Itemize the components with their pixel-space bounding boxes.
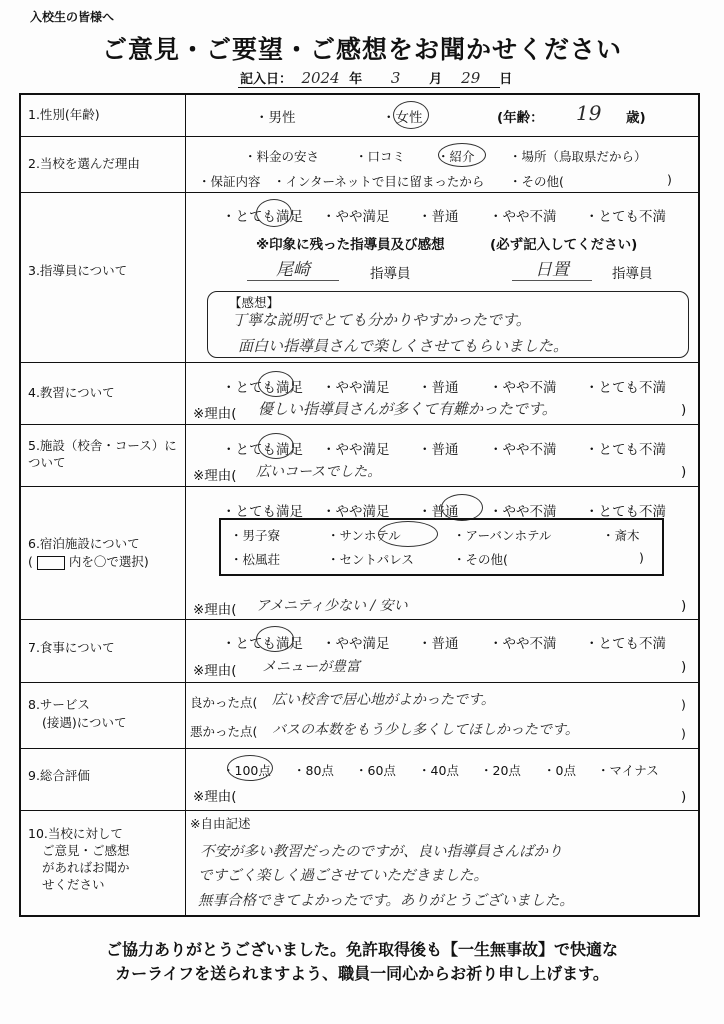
instructor-name-1[interactable]: 尾崎 [247, 255, 339, 281]
date-row [240, 68, 512, 87]
q5-label: 5.施設（校舎・コース）について [28, 438, 177, 470]
score-80[interactable]: ・80点 [293, 763, 334, 778]
row-divider [19, 424, 700, 425]
day-unit: 日 [499, 72, 513, 87]
facility-very-satisfied[interactable]: ・とても満足 [222, 442, 303, 458]
reason-review[interactable]: ・口コミ [355, 149, 406, 164]
lodging-neutral[interactable]: ・普通 [418, 504, 459, 520]
instructor-dissatisfied[interactable]: ・やや不満 [489, 209, 557, 225]
lodging-very-dissatisfied[interactable]: ・とても不満 [585, 504, 666, 520]
selection-circle [441, 494, 483, 521]
box-symbol [37, 556, 65, 570]
score-20[interactable]: ・20点 [480, 763, 521, 778]
close-paren: ) [681, 789, 687, 805]
q1-label: 1.性別(年齢) [28, 107, 100, 122]
instructor-very-dissatisfied[interactable]: ・とても不満 [585, 209, 666, 225]
impression-line-2[interactable]: 面白い指導員さんで楽しくさせてもらいました。 [238, 337, 569, 355]
survey-title: ご意見・ご要望・ご感想をお聞かせください [101, 35, 622, 64]
addressee: 入校生の皆様へ [30, 10, 115, 24]
meal-dissatisfied[interactable]: ・やや不満 [489, 636, 557, 652]
instructor-neutral[interactable]: ・普通 [418, 209, 459, 225]
close-paren: ) [681, 598, 687, 614]
facility-choice-box [219, 518, 664, 576]
q8-label: 8.サービス [28, 697, 90, 712]
good-point-label: 良かった点( [190, 695, 258, 710]
selection-circle [393, 101, 429, 129]
q6-label: 6.宿泊施設について [28, 536, 140, 551]
lodging-satisfied[interactable]: ・やや満足 [322, 504, 390, 520]
selection-circle [258, 371, 294, 397]
q10-label: 10.当校に対して [28, 826, 123, 841]
year-unit: 年 [349, 72, 363, 87]
impression-label: 【感想】 [229, 295, 280, 310]
close-paren: ) [681, 697, 686, 712]
q6-instruction [28, 553, 178, 570]
lesson-very-dissatisfied[interactable]: ・とても不満 [585, 380, 666, 396]
instructor-very-satisfied[interactable]: ・とても満足 [222, 209, 303, 225]
score-40[interactable]: ・40点 [418, 763, 459, 778]
meal-neutral[interactable]: ・普通 [418, 636, 459, 652]
facility-saiki[interactable]: ・斎木 [602, 528, 640, 543]
reason-location[interactable]: ・場所（鳥取県だから） [509, 149, 647, 164]
lodging-dissatisfied[interactable]: ・やや不満 [489, 504, 557, 520]
row-divider [19, 748, 700, 749]
close-paren: ) [681, 659, 687, 675]
reason-other[interactable]: ・その他( [509, 174, 564, 189]
row-divider [19, 682, 700, 683]
lesson-satisfied[interactable]: ・やや満足 [322, 380, 390, 396]
selection-circle [258, 433, 294, 459]
q10-label-3: があればお聞か [42, 860, 130, 875]
facility-sun-hotel[interactable]: ・サンホテル [327, 528, 401, 543]
reason-referral[interactable]: ・紹介 [437, 149, 475, 164]
facility-urban-hotel[interactable]: ・アーバンホテル [453, 528, 552, 543]
required-note: (必ず記入してください) [490, 237, 638, 253]
instructor-name-2[interactable]: 日置 [512, 255, 592, 281]
score-100[interactable]: ・100点 [222, 763, 271, 778]
reason-label: ※理由( [193, 406, 237, 422]
lesson-neutral[interactable]: ・普通 [418, 380, 459, 396]
bad-point-label: 悪かった点( [190, 724, 258, 739]
facility-st-palace[interactable]: ・セントパレス [327, 552, 414, 567]
option-female[interactable]: ・女性 [382, 110, 423, 126]
free-text-line-1[interactable]: 不安が多い教習だったのですが、良い指導員さんばかり [200, 844, 563, 860]
facility-very-dissatisfied[interactable]: ・とても不満 [585, 442, 666, 458]
date-underline [238, 87, 500, 88]
free-text-label: ※自由記述 [190, 816, 251, 831]
close-paren: ) [667, 172, 672, 187]
close-paren: ) [681, 464, 687, 480]
close-paren: ) [681, 402, 687, 418]
date-month: 3 [390, 69, 401, 87]
selection-circle [256, 199, 292, 227]
row-divider [19, 619, 700, 620]
bad-point[interactable]: バスの本数をもう少し多くしてほしかったです。 [272, 722, 579, 738]
lodging-reason[interactable]: アメニティ少ない / 安い [256, 598, 408, 614]
facility-male-dorm[interactable]: ・男子寮 [230, 528, 281, 543]
close-paren: ) [681, 726, 686, 741]
selection-circle [438, 143, 486, 167]
good-point[interactable]: 広い校舎で居心地がよかったです。 [272, 692, 495, 708]
instructor-suffix: 指導員 [370, 266, 411, 282]
reason-price[interactable]: ・料金の安さ [244, 149, 320, 164]
date-day: 29 [461, 69, 481, 87]
date-label: 記入日： [240, 72, 293, 87]
free-text-line-2[interactable]: ですごく楽しく過ごさせていただきました。 [198, 868, 488, 884]
meal-very-dissatisfied[interactable]: ・とても不満 [585, 636, 666, 652]
q8-sublabel: (接遇)について [42, 715, 127, 730]
facility-reason[interactable]: 広いコースでした。 [256, 464, 382, 480]
meal-very-satisfied[interactable]: ・とても満足 [222, 636, 303, 652]
month-unit: 月 [429, 72, 443, 87]
instructor-suffix: 指導員 [612, 266, 653, 282]
selection-circle [378, 521, 438, 547]
reason-guarantee[interactable]: ・保証内容 [198, 174, 261, 189]
q10-label-4: せください [42, 877, 105, 892]
lesson-reason[interactable]: 優しい指導員さんが多くて有難かったです。 [258, 400, 557, 418]
closing-message-1: ご協力ありがとうございました。免許取得後も【一生無事故】で快適な [105, 940, 618, 959]
impression-line-1[interactable]: 丁寧な説明でとても分かりやすかったです。 [232, 311, 531, 329]
q10-label-2: ご意見・ご感想 [42, 843, 130, 858]
q9-label: 9.総合評価 [28, 768, 90, 783]
q4-label: 4.教習について [28, 385, 115, 400]
reason-label: ※理由( [193, 789, 237, 805]
reason-internet[interactable]: ・インターネットで目に留まったから [273, 174, 485, 189]
age-label: (年齢： [497, 110, 544, 126]
lesson-very-satisfied[interactable]: ・とても満足 [222, 380, 303, 396]
selection-circle [227, 755, 273, 781]
column-divider [185, 93, 186, 917]
lesson-dissatisfied[interactable]: ・やや不満 [489, 380, 557, 396]
selection-circle [256, 626, 294, 652]
close-paren: ) [639, 550, 644, 565]
row-divider [19, 362, 700, 363]
reason-label: ※理由( [193, 663, 237, 679]
facility-neutral[interactable]: ・普通 [418, 442, 459, 458]
date-year: 2024 [301, 69, 340, 87]
reason-label: ※理由( [193, 468, 237, 484]
lodging-very-satisfied[interactable]: ・とても満足 [222, 504, 303, 520]
meal-reason[interactable]: メニューが豊富 [262, 659, 360, 675]
facility-other[interactable]: ・その他( [453, 552, 508, 567]
age-value[interactable]: 19 [576, 101, 602, 125]
instruction-text: 内を〇で選択) [68, 554, 149, 569]
facility-shofuso[interactable]: ・松風荘 [230, 552, 281, 567]
reason-label: ※理由( [193, 602, 237, 618]
free-text-line-3[interactable]: 無事合格できてよかったです。ありがとうございました。 [198, 893, 574, 909]
paren-open: ( [28, 554, 33, 569]
instructor-note: ※印象に残った指導員及び感想 [256, 237, 445, 253]
meal-satisfied[interactable]: ・やや満足 [322, 636, 390, 652]
row-divider [19, 192, 700, 193]
row-divider [19, 486, 700, 487]
q3-label: 3.指導員について [28, 263, 128, 278]
age-unit: 歳) [626, 110, 646, 126]
facility-dissatisfied[interactable]: ・やや不満 [489, 442, 557, 458]
row-divider [19, 810, 700, 811]
score-minus[interactable]: ・マイナス [597, 763, 659, 778]
score-60[interactable]: ・60点 [355, 763, 396, 778]
row-divider [19, 136, 700, 137]
closing-message-2: カーライフを送られますよう、職員一同心からお祈り申し上げます。 [115, 964, 609, 983]
score-0[interactable]: ・0点 [543, 763, 576, 778]
facility-satisfied[interactable]: ・やや満足 [322, 442, 390, 458]
q7-label: 7.食事について [28, 640, 115, 655]
option-male[interactable]: ・男性 [255, 110, 296, 126]
instructor-satisfied[interactable]: ・やや満足 [322, 209, 390, 225]
q2-label: 2.当校を選んだ理由 [28, 156, 140, 171]
